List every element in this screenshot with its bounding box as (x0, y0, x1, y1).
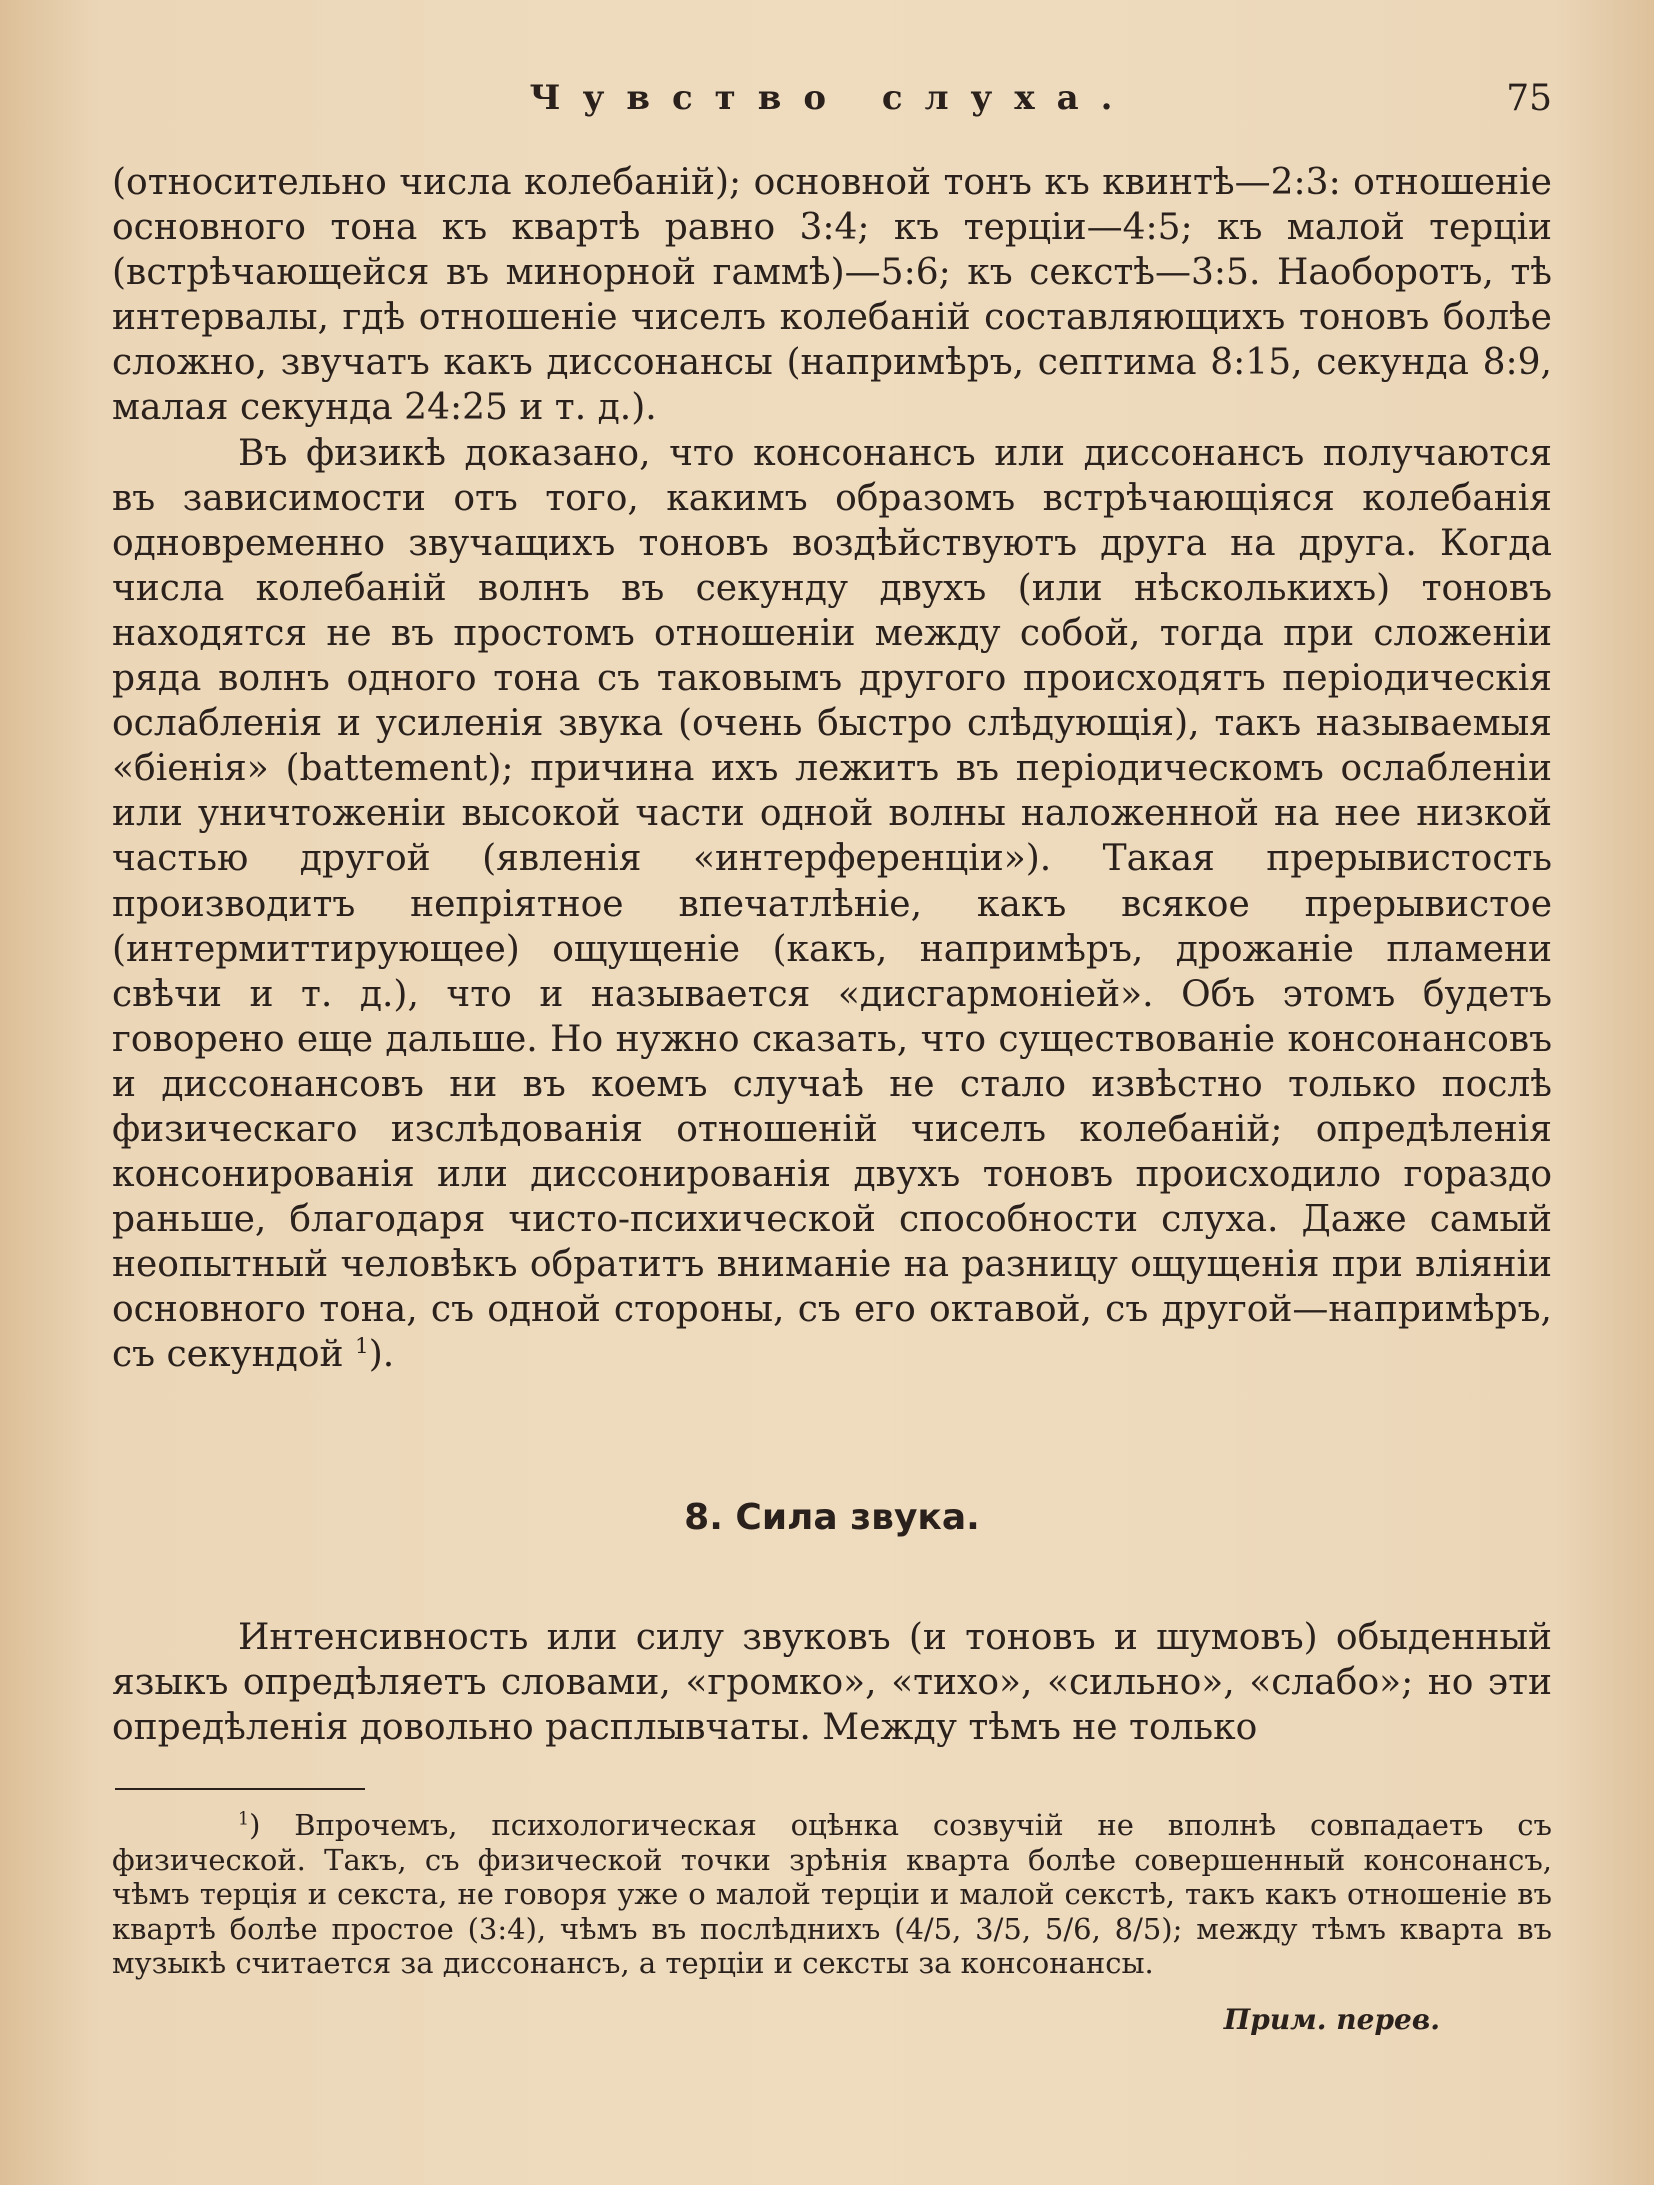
section-heading: 8. Сила звука. (684, 1497, 980, 1538)
paragraph-2-tail: ). (368, 1334, 395, 1376)
page-number: 75 (1506, 78, 1552, 119)
footnotes (112, 1808, 1552, 1981)
footnote-marker: 1 (238, 1809, 250, 1830)
footnote-marker-tail: ) (249, 1808, 261, 1842)
footnote-reference: 1 (354, 1334, 369, 1360)
section-text (112, 1615, 1552, 1750)
footnote-text: Впрочемъ, психологическая оцѣнка созвучій не вполнѣ совпадаетъ съ физической. Такъ, съ физической точки зрѣнія кварта болѣе совершенный консонансъ, чѣмъ терція и секста, не говоря уже о малой терціи и малой секстѣ, такъ какъ отношеніе въ квартѣ болѣе простое (3:4), чѣмъ въ послѣднихъ (4/5, 3/5, 5/6, 8/5); между тѣмъ кварта въ музыкѣ считается за диссонансъ, а терціи и сексты за консонансы. (112, 1808, 1552, 1980)
running-title: Чувство слуха. (529, 78, 1135, 118)
page-header (112, 78, 1552, 128)
translator-note: Прим. перев. (1223, 2003, 1440, 2036)
paragraph-2-text: Въ физикѣ доказано, что консонансъ или диссонансъ получаются въ зависимости отъ того, какимъ образомъ встрѣчающіяся колебанія одновременно звучащихъ тоновъ воздѣйствуютъ друга на друга. Когда числа колебаній волнъ въ секунду двухъ (или нѣсколькихъ) тоновъ находятся не въ простомъ отношеніи между собой, тогда при сложеніи ряда волнъ одного тона съ таковымъ другого происходятъ періодическія ослабленія и усиленія звука (очень быстро слѣдующія), такъ называемыя «біенія» (battement); причина ихъ лежитъ въ періодическомъ ослабленіи или уничтоженіи высокой части одной волны наложенной на нее низкой частью другой (явленія «интерференціи»). Такая прерывистость производитъ непріятное впечатлѣніе, какъ всякое прерывистое (интермиттирующее) ощущеніе (какъ, напримѣръ, дрожаніе пламени свѣчи и т. д.), что и называется «дисгармоніей». Объ этомъ будетъ говорено еще дальше. Но нужно сказать, что существованіе консонансовъ и диссонансовъ ни въ коемъ случаѣ не стало извѣстно только послѣ физическаго изслѣдованія отношеній чиселъ колебаній; опредѣленія консонированія или диссонированія двухъ тоновъ происходило гораздо раньше, благодаря чисто-психической способности слуха. Даже самый неопытный человѣкъ обратитъ вниманіе на разницу ощущенія при вліяніи основного тона, съ одной стороны, съ его октавой, съ другой—напримѣръ, съ секундой (112, 432, 1552, 1376)
paragraph-1: (относительно числа колебаній); основной тонъ къ квинтѣ—2:3: отношеніе основного тона къ квартѣ равно 3:4; къ терціи—4:5; къ малой терціи (встрѣчающейся въ минорной гаммѣ)—5:6; къ секстѣ—3:5. Наоборотъ, тѣ интервалы, гдѣ отношеніе чиселъ колебаній составляющихъ тоновъ болѣе сложно, звучатъ какъ диссонансы (напримѣръ, септима 8:15, секунда 8:9, малая секунда 24:25 и т. д.). (112, 162, 1552, 429)
paragraph-2 (112, 431, 1552, 1378)
section-paragraph: Интенсивность или силу звуковъ (и тоновъ и шумовъ) обыденный языкъ опредѣляетъ словами, «громко», «тихо», «сильно», «слабо»; но эти опредѣленія довольно расплывчаты. Между тѣмъ не только (112, 1617, 1552, 1748)
body-text (112, 160, 1552, 1378)
footnote-1 (112, 1808, 1552, 1981)
footnote-divider (115, 1788, 365, 1790)
